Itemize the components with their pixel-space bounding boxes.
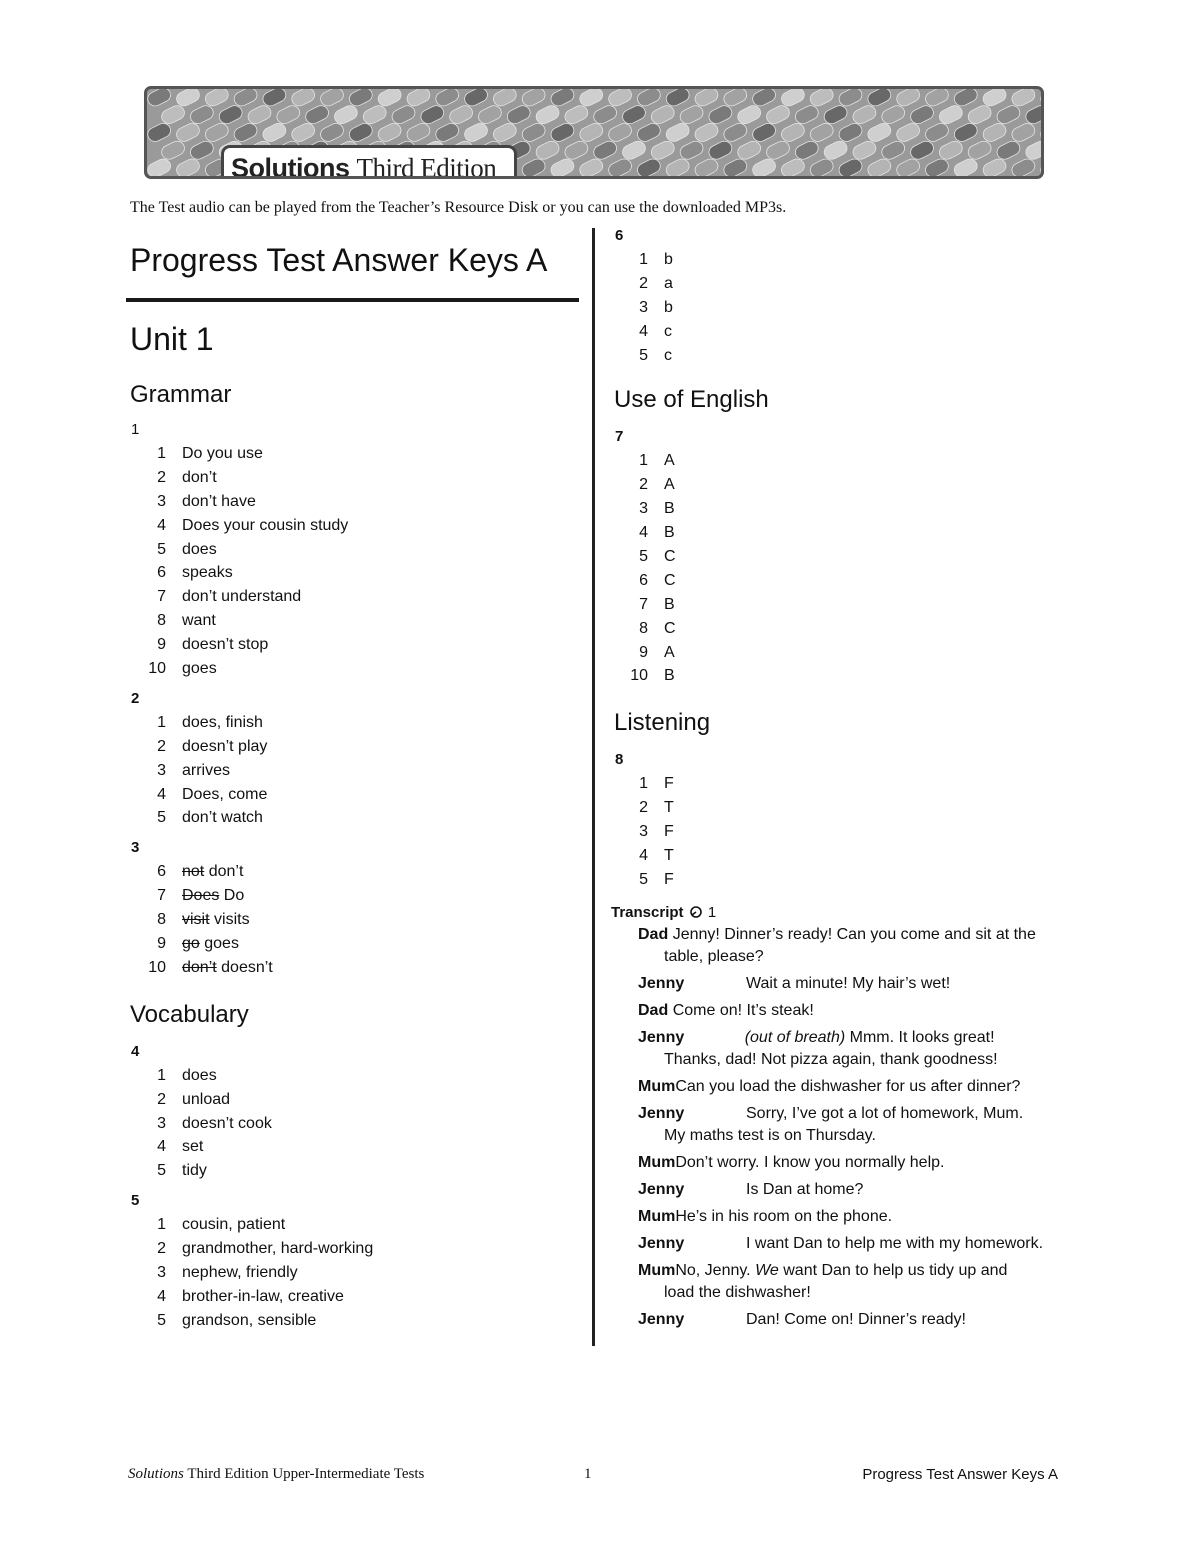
section-grammar: Grammar: [130, 381, 232, 408]
list-item: [610, 344, 1070, 368]
struck-word: visit: [182, 911, 210, 929]
item-number: 4: [157, 785, 166, 803]
spoken-text: Jenny! Dinner’s ready! Can you come and sit at the: [672, 925, 1036, 943]
item-number: 1: [157, 1216, 166, 1234]
item-answer: F: [664, 823, 674, 841]
item-number: 8: [157, 911, 166, 929]
item-number: 2: [157, 468, 166, 486]
transcript-line: [610, 1152, 1060, 1174]
item-number: 2: [157, 1240, 166, 1258]
list-item: [610, 796, 1070, 820]
item-answer: C: [664, 619, 676, 637]
stage-direction: (out of breath): [744, 1028, 846, 1046]
exercise-number: 3: [131, 839, 140, 857]
footer-brand: Solutions: [128, 1466, 184, 1482]
transcript-heading: [610, 902, 1070, 924]
item-answer: want: [182, 612, 216, 630]
list-item: [610, 296, 1070, 320]
spoken-text: Is Dan at home?: [746, 1180, 864, 1198]
item-answer: don’t understand: [182, 588, 302, 606]
list-item: [126, 466, 582, 490]
list-item: [610, 545, 1070, 569]
footer-section-title: Progress Test Answer Keys A: [862, 1466, 1058, 1483]
list-item: [610, 641, 1070, 665]
spoken-text: Sorry, I’ve got a lot of homework, Mum.: [746, 1104, 1024, 1122]
section-use-of-english: Use of English: [614, 386, 769, 414]
page-title: Progress Test Answer Keys A: [130, 242, 548, 278]
list-item: [610, 497, 1070, 521]
item-number: 10: [148, 958, 166, 976]
brand-edition: Third Edition: [356, 153, 497, 179]
intro-text: The Test audio can be played from the Teacher’s Resource Disk or you can use the downloaded MP3s.: [130, 199, 787, 216]
answer-list: [126, 711, 582, 830]
item-answer: B: [664, 500, 675, 518]
speaker-name: Mum: [638, 1077, 676, 1095]
item-number: 2: [157, 1090, 166, 1108]
list-item: [126, 657, 582, 681]
speaker-name: Mum: [638, 1261, 676, 1279]
page-footer: [128, 1466, 1058, 1490]
item-answer: a: [664, 274, 673, 292]
exercise-number: 1: [131, 421, 140, 438]
item-number: 2: [639, 274, 648, 292]
transcript-line: [610, 1309, 1060, 1331]
item-answer: grandson, sensible: [182, 1311, 317, 1329]
unit-title: Unit 1: [130, 321, 214, 357]
item-number: 5: [639, 346, 648, 364]
list-item: [126, 884, 582, 908]
transcript-line: [610, 1179, 1060, 1201]
item-number: 2: [639, 799, 648, 817]
transcript-label: Transcript: [611, 903, 684, 921]
item-number: 5: [639, 548, 648, 566]
emphasis: We: [755, 1261, 779, 1279]
spoken-text: Don’t worry. I know you normally help.: [675, 1153, 945, 1171]
item-number: 3: [639, 298, 648, 316]
list-item: [126, 538, 582, 562]
item-number: 7: [639, 595, 648, 613]
list-item: [126, 860, 582, 884]
item-number: 8: [639, 619, 648, 637]
list-item: [126, 585, 582, 609]
item-number: 3: [639, 500, 648, 518]
item-number: 1: [157, 1066, 166, 1084]
item-answer: speaks: [182, 564, 233, 582]
item-number: 4: [157, 1138, 166, 1156]
speaker-name: Dad: [638, 925, 669, 943]
transcript-number: 1: [707, 903, 717, 921]
item-answer: F: [664, 775, 674, 793]
list-item: [610, 248, 1070, 272]
item-number: 10: [148, 660, 166, 678]
item-number: 4: [639, 847, 648, 865]
list-item: [126, 1309, 582, 1333]
exercise-number: 8: [615, 751, 624, 769]
item-answer: B: [664, 667, 675, 685]
item-number: 5: [157, 1311, 166, 1329]
list-item: [610, 272, 1070, 296]
list-item: [610, 449, 1070, 473]
spoken-text: Come on! It’s steak!: [672, 1001, 814, 1019]
footer-book-rest: Third Edition Upper-Intermediate Tests: [183, 1466, 425, 1482]
item-answer: cousin, patient: [182, 1216, 286, 1234]
speaker-name: Jenny: [638, 1310, 685, 1328]
corrected-word: visits: [209, 911, 250, 929]
list-item: [610, 320, 1070, 344]
item-answer: Does, come: [182, 785, 268, 803]
item-answer: A: [664, 643, 675, 661]
item-answer: A: [664, 452, 675, 470]
item-number: 3: [639, 823, 648, 841]
list-item: [126, 1237, 582, 1261]
list-item: [126, 490, 582, 514]
item-answer: does, finish: [182, 713, 263, 731]
item-number: 1: [639, 775, 648, 793]
item-number: 4: [639, 524, 648, 542]
item-number: 5: [639, 870, 648, 888]
page-number: 1: [584, 1466, 592, 1482]
corrected-word: goes: [199, 935, 239, 953]
list-item: [126, 956, 582, 980]
list-item: [126, 633, 582, 657]
left-column: [126, 238, 582, 1333]
exercise-number: 5: [131, 1192, 140, 1210]
item-answer: don’t have: [182, 492, 256, 510]
item-answer: doesn’t play: [182, 737, 268, 755]
exercise-number: 4: [131, 1042, 140, 1060]
speaker-name: Dad: [638, 1001, 669, 1019]
transcript-line: [610, 973, 1060, 995]
spoken-text: Wait a minute! My hair’s wet!: [746, 974, 951, 992]
item-answer: unload: [182, 1090, 231, 1108]
corrected-word: Do: [219, 887, 245, 905]
audio-disc-icon: [690, 906, 702, 918]
header-banner: [144, 86, 1044, 179]
item-number: 3: [157, 492, 166, 510]
answer-list: [126, 1064, 582, 1183]
list-item: [610, 868, 1070, 892]
item-answer: A: [664, 476, 675, 494]
item-number: 4: [639, 322, 648, 340]
item-number: 3: [157, 1114, 166, 1132]
list-item: [126, 1159, 582, 1183]
spoken-text: Can you load the dishwasher for us after dinner?: [675, 1077, 1021, 1095]
item-answer: grandmother, hard-working: [182, 1240, 374, 1258]
item-answer: doesn’t stop: [182, 636, 269, 654]
item-number: 2: [157, 737, 166, 755]
struck-word: not: [182, 863, 205, 881]
item-number: 1: [639, 251, 648, 268]
list-item: [610, 772, 1070, 796]
item-answer: b: [664, 251, 673, 268]
transcript-line: [610, 1103, 1060, 1147]
list-item: [610, 569, 1070, 593]
item-answer: b: [664, 298, 673, 316]
spoken-text: Mmm. It looks great!: [845, 1028, 995, 1046]
list-item: [126, 1088, 582, 1112]
item-number: 5: [157, 540, 166, 558]
spoken-text: No, Jenny.: [675, 1261, 756, 1279]
item-answer: nephew, friendly: [182, 1264, 298, 1282]
item-answer: goes: [182, 660, 217, 678]
item-answer: B: [664, 595, 675, 613]
item-number: 5: [157, 809, 166, 827]
banner-title: [231, 153, 496, 179]
list-item: [126, 711, 582, 735]
item-answer: don’t watch: [182, 809, 263, 827]
spoken-text: want Dan to help us tidy up and: [778, 1261, 1008, 1279]
list-item: [610, 473, 1070, 497]
item-number: 4: [157, 516, 166, 534]
speaker-name: Mum: [638, 1207, 676, 1225]
item-number: 6: [157, 564, 166, 582]
item-number: 8: [157, 612, 166, 630]
item-answer: tidy: [182, 1162, 207, 1180]
item-answer: c: [664, 346, 672, 364]
answer-list: [610, 449, 1070, 688]
item-number: 10: [630, 667, 648, 685]
list-item: [126, 1135, 582, 1159]
list-item: [610, 521, 1070, 545]
answer-list: [126, 442, 582, 681]
title-rule: [126, 298, 579, 302]
answer-list: [126, 1213, 582, 1332]
struck-word: Does: [182, 887, 220, 905]
right-column: [610, 226, 1070, 1336]
brand-name: Solutions: [231, 153, 350, 179]
item-number: 5: [157, 1162, 166, 1180]
speaker-name: Jenny: [638, 1180, 685, 1198]
item-answer: brother-in-law, creative: [182, 1287, 344, 1305]
item-answer: F: [664, 870, 674, 888]
speaker-name: Jenny: [638, 1104, 685, 1122]
item-answer: does: [182, 540, 217, 558]
item-number: 6: [639, 571, 648, 589]
list-item: [126, 1285, 582, 1309]
item-number: 2: [639, 476, 648, 494]
transcript-line: [610, 1233, 1060, 1255]
item-answer: c: [664, 322, 672, 340]
struck-word: go: [182, 935, 200, 953]
item-answer: Does your cousin study: [182, 516, 349, 534]
spoken-text-continued: table, please?: [664, 947, 764, 965]
item-number: 9: [157, 636, 166, 654]
transcript-lines: [610, 924, 1070, 1331]
speaker-name: Mum: [638, 1153, 676, 1171]
list-item: [610, 664, 1070, 688]
list-item: [126, 783, 582, 807]
transcript-line: [610, 924, 1060, 968]
list-item: [126, 609, 582, 633]
exercise-number: 6: [615, 227, 624, 244]
list-item: [126, 806, 582, 830]
item-number: 7: [157, 887, 166, 905]
spoken-text-continued: load the dishwasher!: [664, 1283, 811, 1301]
item-number: 1: [157, 445, 166, 462]
list-item: [126, 1064, 582, 1088]
transcript-line: [610, 1000, 1060, 1022]
item-number: 9: [639, 643, 648, 661]
item-answer: don’t: [182, 468, 217, 486]
item-answer: T: [664, 799, 674, 817]
item-number: 9: [157, 935, 166, 953]
speaker-name: Jenny: [638, 1234, 685, 1252]
exercise-number: 2: [131, 689, 140, 707]
item-answer: set: [182, 1138, 204, 1156]
item-answer: does: [182, 1066, 217, 1084]
transcript-line: [610, 1206, 1060, 1228]
answer-list: [610, 248, 1070, 367]
list-item: [126, 442, 582, 466]
list-item: [126, 561, 582, 585]
list-item: [610, 820, 1070, 844]
answer-list: [610, 772, 1070, 891]
item-number: 3: [157, 1264, 166, 1282]
corrected-word: doesn’t: [216, 958, 273, 976]
column-divider: [592, 228, 595, 1346]
item-number: 1: [639, 452, 648, 470]
item-number: 3: [157, 761, 166, 779]
item-number: 7: [157, 588, 166, 606]
transcript-line: [610, 1260, 1060, 1304]
footer-book-title: [128, 1466, 424, 1483]
item-answer: doesn’t cook: [182, 1114, 272, 1132]
item-number: 4: [157, 1287, 166, 1305]
spoken-text: Dan! Come on! Dinner’s ready!: [746, 1310, 966, 1328]
list-item: [126, 1213, 582, 1237]
list-item: [610, 617, 1070, 641]
section-vocabulary: Vocabulary: [130, 1000, 249, 1028]
list-item: [126, 759, 582, 783]
transcript-line: [610, 1027, 1060, 1071]
list-item: [610, 593, 1070, 617]
item-answer: T: [664, 847, 674, 865]
list-item: [610, 844, 1070, 868]
spoken-text-continued: My maths test is on Thursday.: [664, 1126, 876, 1144]
spoken-text: He’s in his room on the phone.: [675, 1207, 893, 1225]
struck-word: don’t: [182, 958, 217, 976]
list-item: [126, 1112, 582, 1136]
item-answer: C: [664, 571, 676, 589]
correction-list: [126, 860, 582, 979]
section-listening: Listening: [614, 709, 711, 737]
item-answer: C: [664, 548, 676, 566]
transcript-line: [610, 1076, 1060, 1098]
speaker-name: Jenny: [638, 974, 685, 992]
item-answer: Do you use: [182, 445, 263, 462]
item-number: 1: [157, 713, 166, 731]
item-answer: arrives: [182, 761, 231, 779]
spoken-text: I want Dan to help me with my homework.: [746, 1234, 1044, 1252]
list-item: [126, 735, 582, 759]
exercise-number: 7: [615, 428, 624, 446]
item-answer: B: [664, 524, 675, 542]
list-item: [126, 1261, 582, 1285]
list-item: [126, 908, 582, 932]
list-item: [126, 932, 582, 956]
spoken-text-continued: Thanks, dad! Not pizza again, thank goodness!: [664, 1050, 998, 1068]
item-number: 6: [157, 863, 166, 881]
corrected-word: don’t: [204, 863, 244, 881]
speaker-name: Jenny: [638, 1028, 685, 1046]
list-item: [126, 514, 582, 538]
